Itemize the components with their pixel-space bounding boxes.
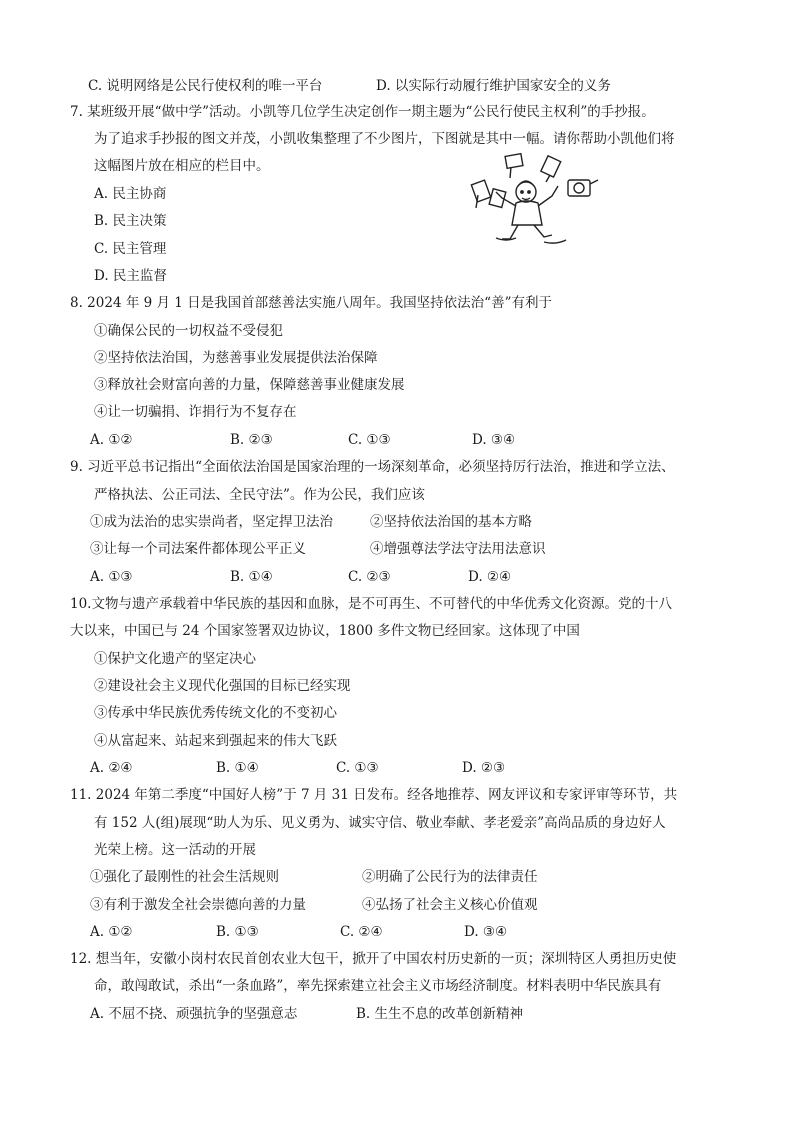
q10-item-2: ②建设社会主义现代化强国的目标已经实现 (94, 678, 351, 694)
q9-item-1: ①成为法治的忠实崇尚者，坚定捍卫法治 (90, 514, 333, 530)
q8-stem: 8. 2024 年 9 月 1 日是我国首部慈善法实施八周年。我国坚持依法治“善”有利于 (70, 295, 552, 311)
q7-option-b: B. 民主决策 (94, 213, 167, 229)
q8-option-a: A. ①② (90, 432, 133, 448)
q9-option-d: D. ②④ (468, 569, 512, 585)
q9-item-4: ④增强尊法学法守法用法意识 (370, 541, 546, 557)
q11-stem-line2: 有 152 人(组)展现“助人为乐、见义勇为、诚实守信、敬业奉献、孝老爱亲”高尚品质的身边好人 (94, 815, 666, 831)
q11-option-b: B. ①③ (216, 924, 259, 940)
q9-option-a: A. ①③ (90, 569, 133, 585)
q8-option-b: B. ②③ (230, 432, 273, 448)
q8-option-c: C. ①③ (348, 432, 391, 448)
q6-option-d: D. 以实际行动履行维护国家安全的义务 (376, 78, 611, 94)
q12-option-b: B. 生生不息的改革创新精神 (356, 1006, 524, 1022)
q12-stem-line2: 命，敢闯敢试，杀出“一条血路”，率先探索建立社会主义市场经济制度。材料表明中华民族具有 (94, 978, 662, 994)
q10-item-3: ③传承中华民族优秀传统文化的不变初心 (94, 705, 337, 721)
q8-option-d: D. ③④ (472, 432, 516, 448)
q9-item-2: ②坚持依法治国的基本方略 (370, 514, 532, 530)
q11-item-3: ③有利于激发全社会崇德向善的力量 (90, 897, 306, 913)
q9-option-c: C. ②③ (348, 569, 391, 585)
q9-item-3: ③让每一个司法案件都体现公平正义 (90, 541, 306, 557)
q8-item-4: ④让一切骗捐、诈捐行为不复存在 (94, 404, 297, 420)
cartoon-illustration (466, 150, 616, 250)
q8-item-1: ①确保公民的一切权益不受侵犯 (94, 323, 283, 339)
q10-option-d: D. ②③ (462, 760, 506, 776)
q11-option-c: C. ②④ (340, 924, 383, 940)
q6-option-c: C. 说明网络是公民行使权利的唯一平台 (88, 78, 323, 94)
q7-stem-line3: 这幅图片放在相应的栏目中。 (94, 158, 270, 174)
q7-stem-line1: 7. 某班级开展“做中学”活动。小凯等几位学生决定创作一期主题为“公民行使民主权利”的手抄报。 (70, 104, 655, 120)
q11-stem-line3: 光荣上榜。这一活动的开展 (94, 842, 256, 858)
q10-option-c: C. ①③ (336, 760, 379, 776)
q11-stem-line1: 11. 2024 年第二季度“中国好人榜”于 7 月 31 日发布。经各地推荐、网友评议和专家评审等环节，共 (70, 787, 678, 803)
q7-option-a: A. 民主协商 (94, 186, 167, 202)
q7-stem-line2: 为了追求手抄报的图文并茂，小凯收集整理了不少图片，下图就是其中一幅。请你帮助小凯他们将 (94, 131, 675, 147)
q10-option-a: A. ②④ (90, 760, 133, 776)
q12-option-a: A. 不屈不挠、顽强抗争的坚强意志 (90, 1006, 298, 1022)
q7-option-c: C. 民主管理 (94, 241, 167, 257)
q10-option-b: B. ①④ (216, 760, 259, 776)
q12-stem-line1: 12. 想当年，安徽小岗村农民首创农业大包干，掀开了中国农村历史新的一页；深圳特区人勇担历史使 (70, 951, 677, 967)
q10-item-1: ①保护文化遗产的坚定决心 (94, 651, 256, 667)
q11-item-4: ④弘扬了社会主义核心价值观 (362, 897, 538, 913)
q11-option-d: D. ③④ (464, 924, 508, 940)
q9-option-b: B. ①④ (230, 569, 273, 585)
q11-option-a: A. ①② (90, 924, 133, 940)
q7-option-d: D. 民主监督 (94, 268, 167, 284)
q11-item-1: ①强化了最刚性的社会生活规则 (90, 869, 279, 885)
q10-item-4: ④从富起来、站起来到强起来的伟大飞跃 (94, 733, 337, 749)
q11-item-2: ②明确了公民行为的法律责任 (362, 869, 538, 885)
q8-item-2: ②坚持依法治国，为慈善事业发展提供法治保障 (94, 350, 378, 366)
q10-stem-line2: 大以来，中国已与 24 个国家签署双边协议，1800 多件文物已经回家。这体现了中国 (70, 623, 580, 639)
q9-stem-line1: 9. 习近平总书记指出“全面依法治国是国家治理的一场深刻革命，必须坚持厉行法治，推进和学立法、 (70, 459, 675, 475)
q9-stem-line2: 严格执法、公正司法、全民守法”。作为公民，我们应该 (94, 487, 425, 503)
q10-stem-line1: 10.文物与遗产承载着中华民族的基因和血脉，是不可再生、不可替代的中华优秀文化资源。党的十八 (70, 596, 672, 612)
q8-item-3: ③释放社会财富向善的力量，保障慈善事业健康发展 (94, 377, 405, 393)
